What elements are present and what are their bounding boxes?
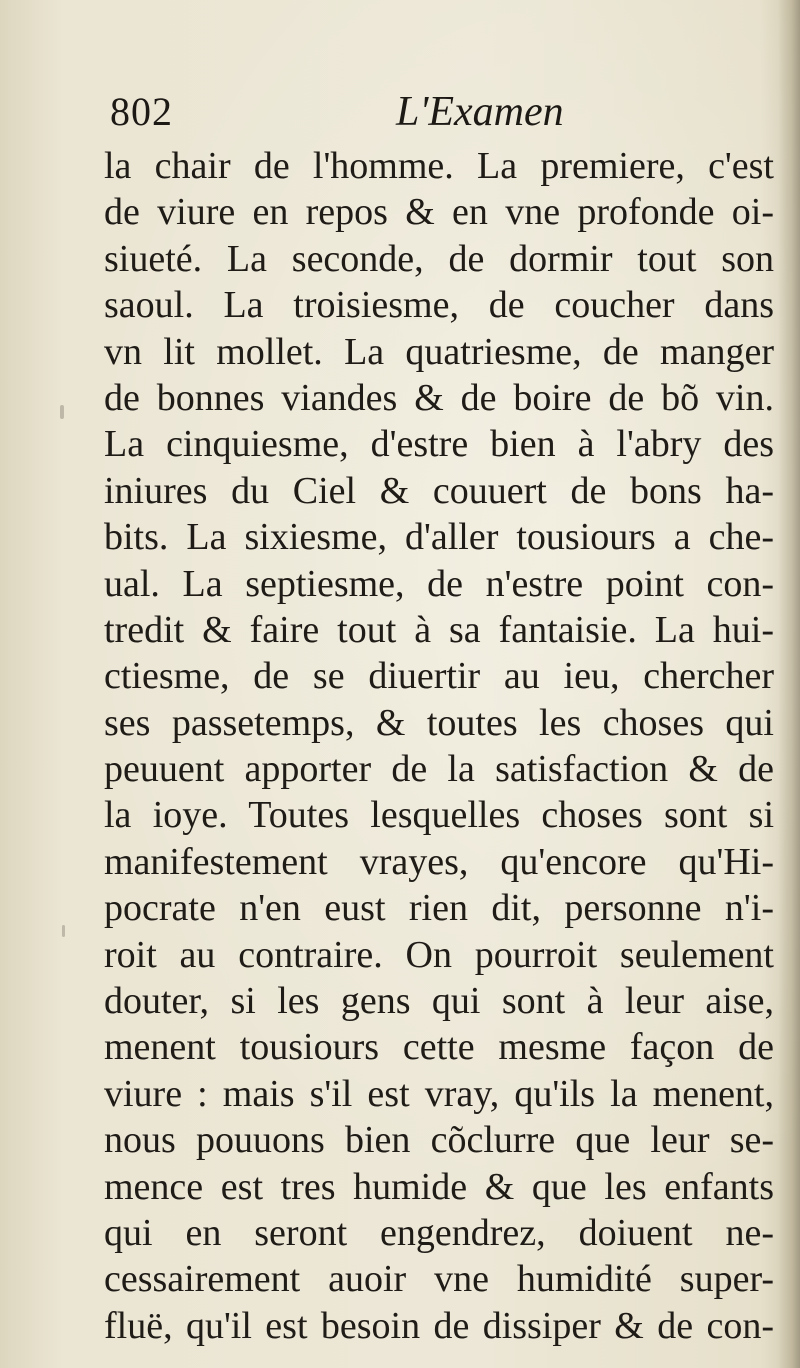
text-line: roit au contraire. On pourroit seulement <box>104 933 774 976</box>
running-title: L'Examen <box>396 89 564 135</box>
text-line: siueté. La seconde, de dormir tout son <box>104 237 774 280</box>
text-line: douter, si les gens qui sont à leur aise, <box>104 980 774 1023</box>
page-edge-shadow <box>778 0 800 1368</box>
text-line: la ioye. Toutes lesquelles choses sont si <box>104 794 774 837</box>
page-header <box>110 88 770 148</box>
text-line: mence est tres humide & que les enfants <box>104 1165 774 1208</box>
text-line: vn lit mollet. La quatriesme, de manger <box>104 330 774 373</box>
text-line: viure : mais s'il est vray, qu'ils la menent, <box>104 1072 774 1115</box>
text-line: qui en seront engendrez, doiuent ne- <box>104 1211 774 1254</box>
text-line: bits. La sixiesme, d'aller tousiours a che- <box>104 516 774 559</box>
text-line: de bonnes viandes & de boire de bõ vin. <box>104 376 774 419</box>
text-line: de viure en repos & en vne profonde oi- <box>104 191 774 234</box>
text-line: peuuent apporter de la satisfaction & de <box>104 748 774 791</box>
margin-mark <box>62 925 65 937</box>
text-line: pocrate n'en eust rien dit, personne n'i- <box>104 887 774 930</box>
margin-mark <box>60 405 64 419</box>
text-line: ses passetemps, & toutes les choses qui <box>104 701 774 744</box>
text-line: ctiesme, de se diuertir au ieu, chercher <box>104 655 774 698</box>
body-text <box>104 143 774 1349</box>
text-line: saoul. La troisiesme, de coucher dans <box>104 284 774 327</box>
text-line: tredit & faire tout à sa fantaisie. La hui- <box>104 608 774 651</box>
text-line: fluë, qu'il est besoin de dissiper & de con- <box>104 1304 774 1347</box>
page-number: 802 <box>110 89 173 134</box>
text-line: manifestement vrayes, qu'encore qu'Hi- <box>104 840 774 883</box>
text-line: la chair de l'homme. La premiere, c'est <box>104 145 774 187</box>
text-line: iniures du Ciel & couuert de bons ha- <box>104 469 774 512</box>
text-line: nous pouuons bien cõclurre que leur se- <box>104 1119 774 1162</box>
text-line: ual. La septiesme, de n'estre point con- <box>104 562 774 605</box>
text-line: La cinquiesme, d'estre bien à l'abry des <box>104 423 774 466</box>
text-line: menent tousiours cette mesme façon de <box>104 1026 774 1069</box>
text-line: cessairement auoir vne humidité super- <box>104 1258 774 1301</box>
